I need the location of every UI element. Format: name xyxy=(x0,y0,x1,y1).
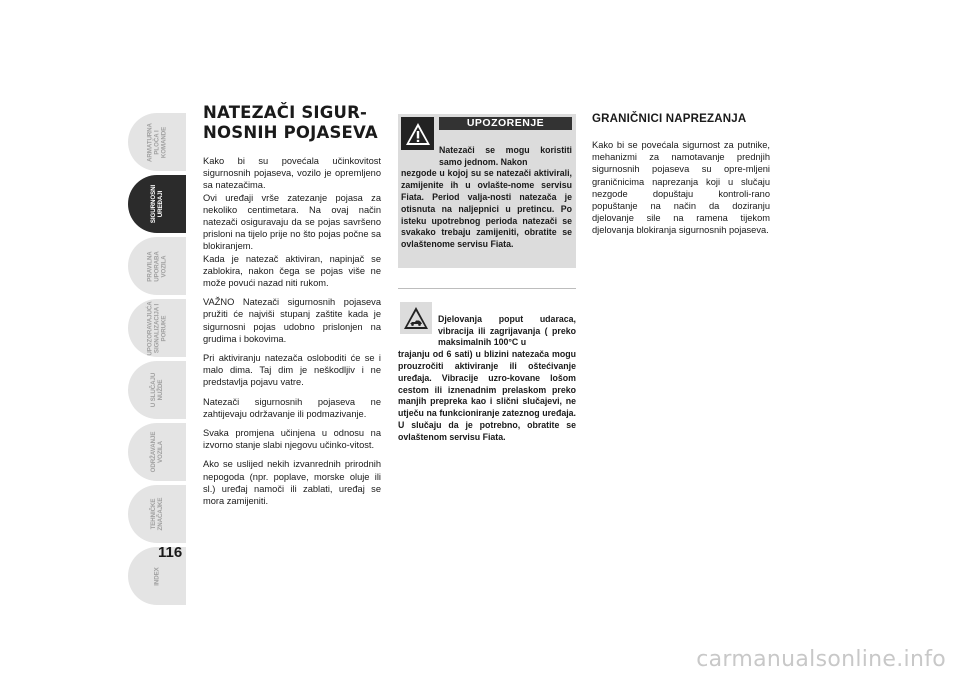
caution-box xyxy=(398,302,576,444)
tab-label: ARMATURNA PLOČA I KOMANDE xyxy=(146,122,168,162)
page-title xyxy=(203,103,381,143)
paragraph: Pri aktiviranju natezača osloboditi će se i malo dima. Taj dim je neškodljiv i ne predstavlja pojavu vatre. xyxy=(203,353,381,388)
paragraph: Ako se uslijed nekih izvanrednih prirodnih nepogoda (npr. poplave, morske oluje ili sl.) uređaj namoči ili zablati, uređaj se mora zamijeniti. xyxy=(203,459,381,507)
caution-text-lead: Djelovanja poput udaraca, vibracija ili zagrijavanja ( preko maksimalnih 100°C u xyxy=(438,313,576,348)
caution-icon xyxy=(400,302,432,334)
tab-odrzavanje-vozila[interactable] xyxy=(128,423,186,481)
section-title: GRANIČNICI NAPREZANJA xyxy=(592,113,747,125)
paragraph: Natezači sigurnosnih pojaseva ne zahtijevaju održavanje ili podmazivanje. xyxy=(203,396,381,419)
warning-icon xyxy=(401,117,434,150)
left-column xyxy=(203,103,381,514)
tab-label: TEHNIČKE ZNAČAJKE xyxy=(150,497,164,531)
paragraph: VAŽNO Natezači sigurnosnih pojaseva pružiti će najviši stupanj zaštite kada je sigurnosni pojas udobno prislonjen na grudima i bokovima. xyxy=(203,297,381,344)
tab-u-slucaju-nuzde[interactable] xyxy=(128,361,186,419)
tab-upozoravajuca-signalizacija[interactable] xyxy=(128,299,186,357)
tab-label: SIGURNOSNI UREĐAJI xyxy=(150,184,164,224)
warning-text-body: nezgode u kojoj su se natezači aktivirali, zamijenite ih u ovlašte-nome servisu Fiata. Period valja-nosti natezača je otisnuta na naljepnici u pretincu. Po isteku upotrebnog perioda natezači se svakako trebaju zamijeniti, obratite se ovlaštenome servisu Fiata. xyxy=(401,168,572,250)
tab-pravilna-uporaba[interactable] xyxy=(128,237,186,295)
title-line: NATEZAČI SIGUR- xyxy=(203,103,368,122)
warning-box xyxy=(398,114,576,268)
chapter-tabs xyxy=(128,113,186,609)
page-number: 116 xyxy=(158,544,183,561)
paragraph: Kako bi su povećala učinkovitost sigurnosnih pojaseva, vozilo je opremljeno sa natezačima. Ovi uređaji vrše zatezanje pojasa za nekoliko centimetara. Na ovaj način natezači osiguravaju da se pojas savršeno prisloni na tijelo prije no što pojas počne sa blokiranjem. Kada je natezač aktiviran, napinjač se zablokira, nakon čega se pojas više ne može povući nazad niti rukom. xyxy=(203,156,381,289)
tab-sigurnosni-uredaji[interactable] xyxy=(128,175,186,233)
warning-text-lead: Natezači se mogu koristiti samo jednom. Nakon xyxy=(439,144,572,167)
paragraph: Kako bi se povećala sigurnost za putnike, mehanizmi za namotavanje prednjih sigurnosnih pojaseva su opre-mljeni graničnicima naprezanja koji u slučaju nezgode dopuštaju kontroli-rano popuštanje na način da doziranju djelovanje sile na ramena tijekom djelovanja blokiranja sigurnosnih pojaseva. xyxy=(592,140,770,236)
right-column xyxy=(592,113,770,244)
title-line: NOSNIH POJASEVA xyxy=(203,123,378,142)
tab-label: INDEX xyxy=(153,566,161,586)
divider xyxy=(398,288,576,289)
warning-header: UPOZORENJE xyxy=(439,117,572,130)
tab-label: U SLUČAJU NUŽDE xyxy=(150,372,164,408)
caution-text-body: trajanju od 6 sati) u blizini natezača mogu prouzročiti aktiviranje ili oštećivanje uređaja. Vibracije uzro-kovane lošom cestom ili iznenadnim prelaskom preko manjih prepreka kao i slični slučajevi, ne utječu na funkcioniranje zateznog uređaja. U slučaju da je potrebno, obratite se ovlaštenom servisu Fiata. xyxy=(398,349,576,442)
warning-text xyxy=(401,133,572,251)
middle-column xyxy=(398,114,576,444)
tab-tehnicke-znacajke[interactable] xyxy=(128,485,186,543)
tab-label: PRAVILNA UPORABA VOZILA xyxy=(146,250,168,282)
paragraph: Svaka promjena učinjena u odnosu na izvorno stanje slabi njegovu učinko-vitost. xyxy=(203,428,381,451)
tab-label: ODRŽAVANJE VOZILA xyxy=(150,431,164,473)
watermark: carmanualsonline.info xyxy=(696,647,946,672)
tab-armaturna-ploca[interactable] xyxy=(128,113,186,171)
tab-label: UPOZORAVAJUĆA SIGNALIZACIJA I PORUKE xyxy=(146,300,168,356)
